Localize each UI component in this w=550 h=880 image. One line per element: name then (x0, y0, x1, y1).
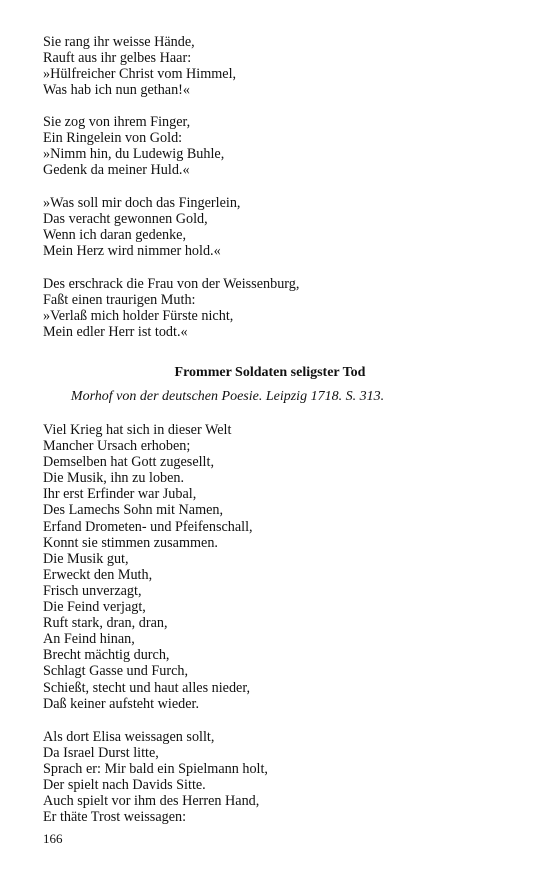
verse-line: Schlagt Gasse und Furch, (43, 663, 189, 680)
verse-line: »Verlaß mich holder Fürste nicht, (43, 308, 234, 325)
verse-line: Erfand Drometen- und Pfeifenschall, (43, 518, 253, 535)
verse-line: »Nimm hin, du Ludewig Buhle, (43, 146, 225, 163)
verse-line: Schießt, stecht und haut alles nieder, (43, 679, 251, 696)
verse-line: Wenn ich daran gedenke, (43, 227, 187, 244)
verse-line: Was hab ich nun gethan!« (43, 82, 190, 99)
verse-line: Als dort Elisa weissagen sollt, (43, 729, 215, 745)
stanza-5 (43, 422, 513, 712)
verse-line: Mancher Ursach erhoben; (43, 438, 191, 455)
poem-source: Morhof von der deutschen Poesie. Leipzig 1718. S. 313. (70, 389, 385, 404)
verse-line: Ihr erst Erfinder war Jubal, (43, 486, 197, 503)
verse-line: Mein edler Herr ist todt.« (43, 324, 188, 341)
stanza-4 (43, 276, 513, 340)
verse-line: Konnt sie stimmen zusammen. (43, 534, 218, 551)
verse-line: Frisch unverzagt, (43, 582, 142, 599)
verse-line: Die Musik gut, (43, 550, 129, 567)
verse-line: Er thäte Trost weissagen: (43, 809, 187, 826)
verse-line: Viel Krieg hat sich in dieser Welt (43, 422, 232, 438)
verse-line: Mein Herz wird nimmer hold.« (43, 243, 221, 260)
verse-line: Die Feind verjagt, (43, 599, 146, 616)
verse-line: Der spielt nach Davids Sitte. (43, 777, 206, 794)
verse-line: Da Israel Durst litte, (43, 745, 159, 762)
poem-title: Frommer Soldaten seligster Tod (174, 365, 366, 380)
verse-line: An Feind hinan, (43, 631, 135, 648)
stanza-2 (43, 114, 513, 178)
verse-line: Ein Ringelein von Gold: (43, 130, 183, 147)
verse-line: Erweckt den Muth, (43, 566, 153, 583)
verse-line: »Hülfreicher Christ vom Himmel, (43, 66, 237, 83)
page-number: 166 (43, 831, 63, 846)
verse-line: Faßt einen traurigen Muth: (43, 292, 196, 309)
verse-line: Des erschrack die Frau von der Weissenburg, (43, 276, 300, 292)
verse-line: Das veracht gewonnen Gold, (43, 211, 208, 228)
verse-line: Die Musik, ihn zu loben. (43, 470, 185, 487)
verse-line: Des Lamechs Sohn mit Namen, (43, 502, 224, 519)
verse-line: Gedenk da meiner Huld.« (43, 162, 190, 179)
verse-line: Demselben hat Gott zugesellt, (43, 454, 214, 471)
verse-line: Auch spielt vor ihm des Herren Hand, (43, 793, 260, 810)
verse-line: Ruft stark, dran, dran, (43, 615, 168, 632)
verse-line: Brecht mächtig durch, (43, 647, 170, 664)
verse-line: Sie zog von ihrem Finger, (43, 114, 191, 130)
stanza-1 (43, 34, 513, 98)
stanza-6 (43, 729, 513, 826)
verse-line: Daß keiner aufsteht wieder. (43, 695, 199, 712)
stanza-3 (43, 195, 513, 259)
verse-line: Sprach er: Mir bald ein Spielmann holt, (43, 761, 268, 778)
verse-line: »Was soll mir doch das Fingerlein, (43, 195, 241, 211)
verse-line: Rauft aus ihr gelbes Haar: (43, 50, 192, 67)
verse-line: Sie rang ihr weisse Hände, (43, 34, 195, 50)
